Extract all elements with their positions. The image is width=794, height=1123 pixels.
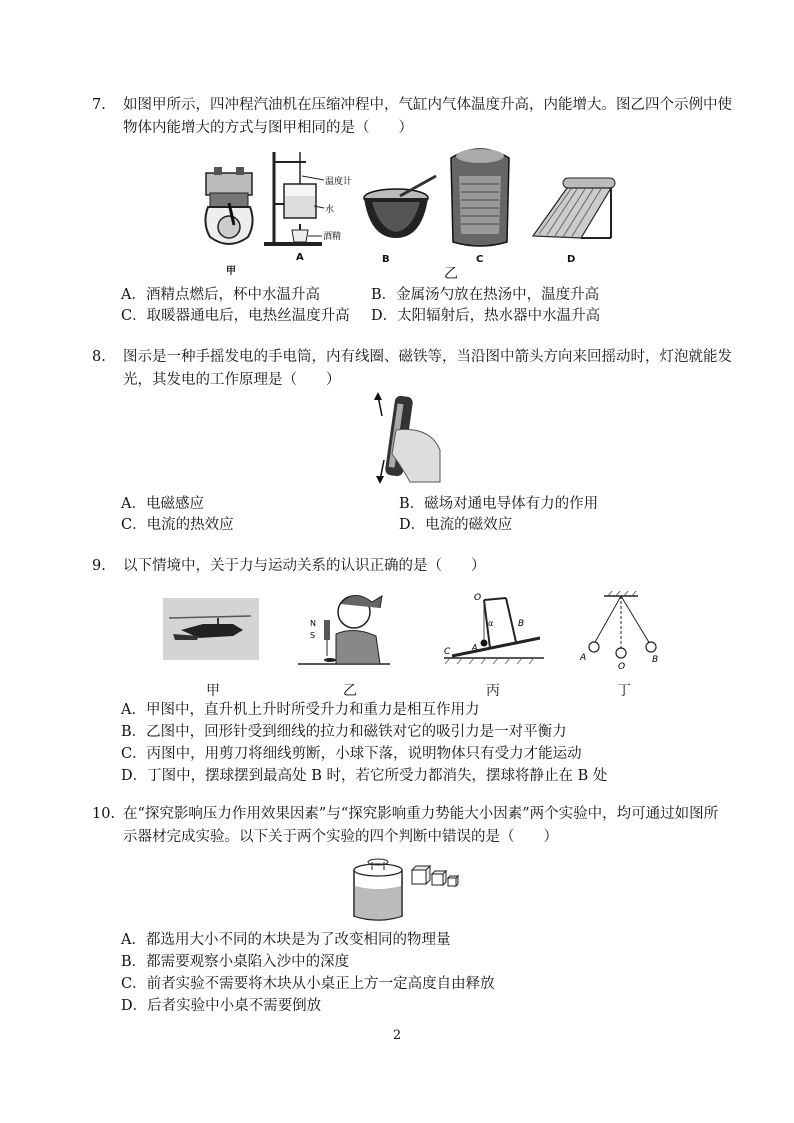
q9-option-b: B．乙图中，回形针受到细线的拉力和磁铁对它的吸引力是一对平衡力 (121, 724, 567, 740)
q7-option-c: C．取暖器通电后，电热丝温度升高 (121, 308, 350, 324)
q9-option-a: A．甲图中，直升机上升时所受升力和重力是相互作用力 (121, 702, 480, 718)
question-9 (92, 555, 732, 578)
page-number: 2 (392, 1028, 402, 1043)
fig-label-yi: 乙 (444, 266, 458, 282)
q9-option-c: C．丙图中，用剪刀将细线剪断，小球下落，说明物体只有受力才能运动 (121, 746, 582, 762)
magnet-experiment (296, 590, 392, 670)
incline-a-label: A (472, 643, 478, 652)
question-stem: 图示是一种手摇发电的手电筒，内有线圈、磁铁等，当沿图中箭头方向来回摇动时，灯泡就能发光，其发电的工作原理是（ ） (123, 349, 732, 388)
sand-table-apparatus (350, 852, 470, 924)
solar-water-heater (527, 172, 617, 252)
pendulum-a-label: A (580, 653, 587, 663)
incline-alpha-label: α (488, 619, 494, 628)
heating-apparatus (262, 148, 362, 248)
question-8 (92, 346, 732, 392)
fig-label-bing: 丙 (486, 683, 500, 699)
question-stem: 在“探究影响压力作用效果因素”与“探究影响重力势能大小因素”两个实验中，均可通过如图所示器材完成实验。以下关于两个实验的四个判断中错误的是（ ） (123, 806, 719, 845)
incline-b-label: B (518, 619, 525, 629)
q10-option-b: B．都需要观察小桌陷入沙中的深度 (121, 954, 350, 970)
question-number: 7. (92, 97, 106, 113)
engine-diagram (200, 163, 258, 251)
water-label: 水 (325, 205, 335, 215)
question-7 (92, 94, 732, 140)
fig-label-b: B (382, 254, 390, 265)
magnet-n-label: N (310, 619, 316, 628)
question-number: 9. (92, 558, 106, 574)
helicopter-photo (163, 598, 259, 660)
pendulum-o-label: O (618, 662, 626, 670)
pendulum (574, 590, 664, 670)
q10-option-a: A．都选用大小不同的木块是为了改变相同的物理量 (121, 932, 451, 948)
bowl-with-spoon (360, 172, 442, 244)
fig-label-jia: 甲 (226, 266, 236, 277)
q10-option-c: C．前者实验不需要将木块从小桌正上方一定高度自由释放 (121, 976, 495, 992)
question-stem: 以下情境中，关于力与运动关系的认识正确的是（ ） (123, 558, 486, 574)
q7-option-d: D．太阳辐射后，热水器中水温升高 (371, 308, 601, 324)
q10-option-d: D．后者实验中小桌不需要倒放 (121, 998, 322, 1014)
question-stem: 如图甲所示，四冲程汽油机在压缩冲程中，气缸内气体温度升高，内能增大。图乙四个示例中使物体内能增大的方式与图甲相同的是（ ） (123, 97, 732, 136)
magnet-s-label: S (310, 631, 316, 640)
fig-label-d: D (567, 254, 576, 265)
pendulum-b-label: B (652, 655, 659, 665)
q7-option-a: A．酒精点燃后，杯中水温升高 (121, 287, 320, 303)
fig-label-yi: 乙 (343, 683, 357, 699)
q8-option-d: D．电流的磁效应 (399, 517, 513, 533)
q8-option-b: B．磁场对通电导体有力的作用 (399, 496, 599, 512)
electric-heater (443, 142, 517, 250)
fig-label-c: C (476, 254, 484, 265)
q9-option-d: D．丁图中，摆球摆到最高处 B 时，若它所受力都消失，摆球将静止在 B 处 (121, 768, 608, 784)
q8-option-c: C．电流的热效应 (121, 517, 234, 533)
fig-label-ding: 丁 (617, 683, 631, 699)
question-number: 10. (92, 806, 116, 822)
q8-option-a: A．电磁感应 (121, 496, 204, 512)
question-number: 8. (92, 349, 106, 365)
incline-o-label: O (474, 593, 482, 603)
incline-c-label: C (444, 647, 451, 657)
q7-option-b: B．金属汤勺放在热汤中，温度升高 (371, 287, 600, 303)
fig-label-a: A (296, 252, 304, 263)
question-10 (92, 803, 732, 849)
fig-label-jia: 甲 (206, 683, 220, 699)
hand-crank-flashlight (370, 390, 442, 488)
incline-pendulum (440, 588, 546, 668)
alcohol-label: 酒精 (323, 232, 342, 242)
thermometer-label: 温度计 (325, 177, 353, 187)
